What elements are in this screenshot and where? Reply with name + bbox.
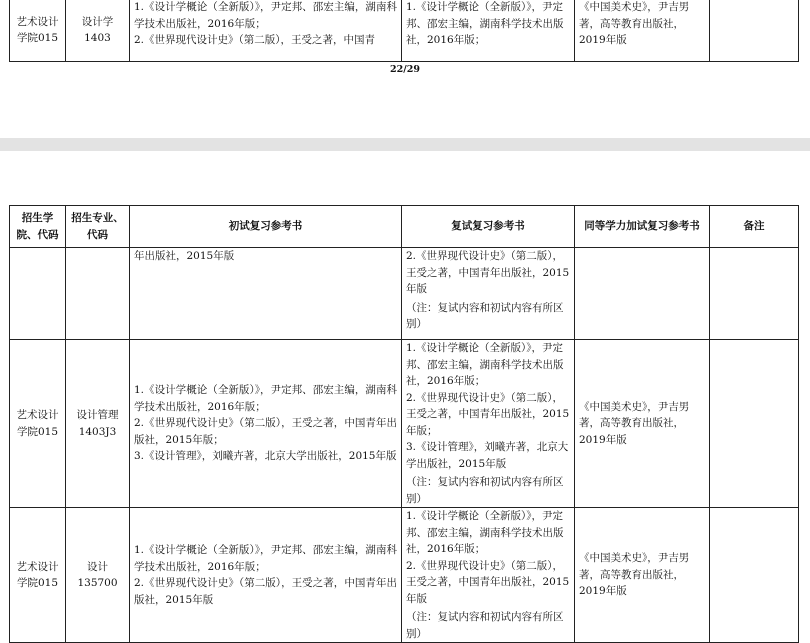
retest-books-text: 1.《设计学概论（全新版）》，尹定邦、邵宏主编，湖南科学技术出版社，2016年版； 2.《世界现代设计史》（第二版），王受之著，中国青年出版社，2015年版 <box>406 510 570 605</box>
initial-books-cell: 年出版社，2015年版 <box>130 248 402 340</box>
header-equivalent-books: 同等学力加试复习参考书 <box>575 206 710 248</box>
current-page <box>0 151 810 643</box>
retest-books-cell <box>402 248 575 340</box>
retest-books-cell: 1.《设计学概论（全新版）》，尹定邦、邵宏主编，湖南科学技术出版社，2016年版； <box>402 0 575 62</box>
retest-note: （注：复试内容和初试内容有所区别） <box>406 476 564 505</box>
header-retest-books: 复试复习参考书 <box>402 206 575 248</box>
table-row <box>10 0 799 62</box>
college-cell: 艺术设计学院015 <box>10 508 66 643</box>
equivalent-books-cell: 《中国美术史》，尹吉男著，高等教育出版社，2019年版 <box>575 340 710 508</box>
retest-note: （注：复试内容和初试内容有所区别） <box>406 301 564 330</box>
major-cell: 设计学1403 <box>66 0 130 62</box>
equivalent-books-cell: 《中国美术史》，尹吉男著，高等教育出版社，2019年版 <box>575 0 710 62</box>
table-row <box>10 340 799 508</box>
equivalent-books-cell <box>575 248 710 340</box>
table-row <box>10 508 799 643</box>
major-cell: 设计135700 <box>66 508 130 643</box>
retest-books-text: 1.《设计学概论（全新版）》，尹定邦、邵宏主编，湖南科学技术出版社，2016年版； 2.《世界现代设计史》（第二版），王受之著，中国青年出版社，2015年版； 3.《设计管理》，刘曦卉著，北京大学出版社，2015年版 <box>406 342 570 470</box>
header-college: 招生学院、代码 <box>10 206 66 248</box>
retest-note: （注：复试内容和初试内容有所区别） <box>406 611 564 640</box>
header-initial-books: 初试复习参考书 <box>130 206 402 248</box>
reference-books-table <box>9 205 799 643</box>
retest-books-cell <box>402 340 575 508</box>
major-cell <box>66 248 130 340</box>
remark-cell <box>710 508 799 643</box>
college-cell <box>10 248 66 340</box>
college-cell: 艺术设计学院015 <box>10 340 66 508</box>
previous-page-table <box>9 0 799 62</box>
initial-books-cell: 1.《设计学概论（全新版）》，尹定邦、邵宏主编，湖南科学技术出版社，2016年版； 2.《世界现代设计史》（第二版），王受之著，中国青年出版社，2015年版； 3.《设计管理》，刘曦卉著，北京大学出版社，2015年版 <box>130 340 402 508</box>
retest-books-text: 2.《世界现代设计史》（第二版），王受之著，中国青年出版社，2015年版 <box>406 250 570 295</box>
page-number: 22/29 <box>390 64 420 75</box>
college-cell: 艺术设计学院015 <box>10 0 66 62</box>
initial-books-cell: 1.《设计学概论（全新版）》，尹定邦、邵宏主编，湖南科学技术出版社，2016年版； 2.《世界现代设计史》（第二版），王受之著，中国青年出版社，2015年版 <box>130 508 402 643</box>
major-cell: 设计管理1403J3 <box>66 340 130 508</box>
table-row <box>10 248 799 340</box>
equivalent-books-cell: 《中国美术史》，尹吉男著，高等教育出版社，2019年版 <box>575 508 710 643</box>
remark-cell <box>710 248 799 340</box>
previous-page <box>0 0 810 138</box>
page-gap <box>0 138 810 151</box>
header-major: 招生专业、代码 <box>66 206 130 248</box>
initial-books-cell: 1.《设计学概论（全新版）》，尹定邦、邵宏主编，湖南科学技术出版社，2016年版； 2.《世界现代设计史》（第二版），王受之著，中国青 <box>130 0 402 62</box>
remark-cell <box>710 340 799 508</box>
remark-cell <box>710 0 799 62</box>
table-header-row <box>10 206 799 248</box>
retest-books-cell <box>402 508 575 643</box>
header-remark: 备注 <box>710 206 799 248</box>
